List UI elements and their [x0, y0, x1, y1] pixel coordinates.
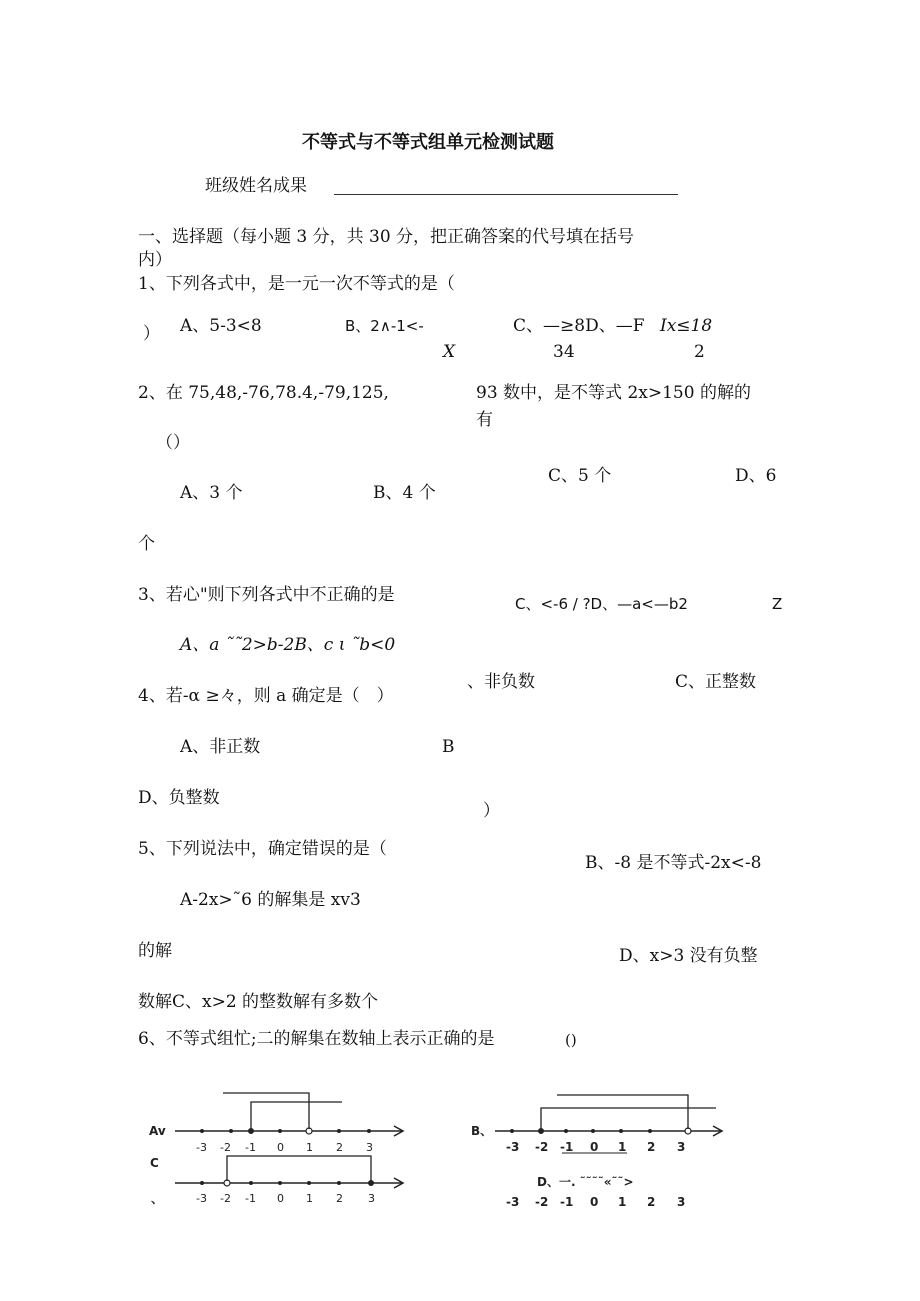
d-tick-neg3: -3	[506, 1195, 520, 1209]
q1-option-c-sub: 34	[553, 342, 575, 362]
q5-option-a: A-2x>˜6 的解集是 xv3	[180, 890, 361, 910]
c-tick-neg1: -1	[245, 1192, 256, 1205]
q5-stem: 5、下列说法中，确定错误的是（	[138, 839, 387, 859]
q1-paren: ）	[143, 324, 160, 344]
d-tick-neg1: -1	[560, 1195, 574, 1209]
q5-option-d: D、x>3 没有负整	[619, 946, 758, 966]
number-line-c	[140, 1148, 420, 1218]
q3-stem: 3、若心"则下列各式中不正确的是	[138, 585, 395, 605]
number-line-b-bracket-lower	[541, 1108, 716, 1129]
q1-option-b-sub: X	[443, 342, 456, 362]
q1-option-d-tail: Ix≤18	[660, 316, 713, 336]
q4-option-d: D、负整数	[138, 788, 220, 808]
c-tick-1: 1	[306, 1192, 313, 1205]
q5-option-b: B、-8 是不等式-2x<-8	[585, 853, 762, 873]
q3-z: Z	[772, 595, 783, 613]
a-tick-3: 3	[366, 1141, 373, 1154]
number-line-a-bracket-lower	[251, 1102, 342, 1129]
d-tick-1: 1	[618, 1195, 627, 1209]
q4-option-b-tail: 、非负数	[467, 672, 535, 692]
q2-option-d: D、6	[735, 466, 777, 486]
a-tick-neg2: -2	[220, 1141, 231, 1154]
q2-option-d-tail: 个	[138, 534, 155, 554]
d-tick-0: 0	[590, 1195, 599, 1209]
page-title: 不等式与不等式组单元检测试题	[302, 132, 554, 153]
q6-stem: 6、不等式组忙;二的解集在数轴上表示正确的是	[138, 1029, 495, 1049]
d-tick-neg2: -2	[535, 1195, 549, 1209]
a-tick-1: 1	[306, 1141, 313, 1154]
q1-stem: 1、下列各式中，是一元一次不等式的是（	[138, 274, 455, 294]
q4-option-a: A、非正数	[180, 737, 261, 757]
number-line-a-label: Av	[149, 1124, 166, 1138]
b-tick-neg3: -3	[506, 1140, 520, 1154]
b-tick-0: 0	[590, 1140, 599, 1154]
number-line-d-label: D、一. ˜˜˜˜«˜˜>	[537, 1175, 634, 1189]
q2-option-c: C、5 个	[548, 466, 612, 486]
number-line-b-label: B、	[471, 1124, 493, 1138]
c-tick-2: 2	[336, 1192, 343, 1205]
b-tick-2: 2	[647, 1140, 656, 1154]
number-line-c-label: C	[150, 1156, 159, 1170]
q6-paren: ()	[565, 1031, 577, 1049]
q1-option-b: B、2∧-1<-	[345, 317, 424, 335]
a-tick-2: 2	[336, 1141, 343, 1154]
d-tick-2: 2	[647, 1195, 656, 1209]
b-tick-1: 1	[618, 1140, 627, 1154]
number-line-c-label-mark: 、	[151, 1192, 164, 1206]
b-tick-neg2: -2	[535, 1140, 549, 1154]
c-tick-neg2: -2	[220, 1192, 231, 1205]
number-line-c-bracket	[227, 1156, 371, 1181]
class-name-score-label: 班级姓名成果	[205, 176, 307, 196]
q3-options-ab: A、a ˜˜2>b-2B、c ι ˜b<0	[180, 635, 396, 655]
q4-option-c: C、正整数	[675, 672, 757, 692]
q1-option-d-sub: 2	[694, 342, 705, 362]
c-tick-3: 3	[368, 1192, 375, 1205]
number-line-a-bracket-upper	[223, 1093, 309, 1129]
a-tick-neg3: -3	[196, 1141, 207, 1154]
q3-options-cd: C、<-6 / ?D、—a<—b2	[515, 595, 688, 613]
q2-stem-left: 2、在 75,48,-76,78.4,-79,125,	[138, 383, 389, 403]
a-tick-0: 0	[277, 1141, 284, 1154]
q1-option-a: A、5-3<8	[180, 316, 262, 336]
q5-option-c: 数解C、x>2 的整数解有多数个	[138, 992, 379, 1012]
b-tick-neg1: -1	[560, 1140, 574, 1154]
number-line-b	[465, 1085, 735, 1165]
q2-paren: （）	[156, 433, 190, 453]
q5-option-b-tail: 的解	[138, 941, 172, 961]
q1-option-cd: C、—≥8D、—F	[513, 316, 645, 336]
section-heading: 一、选择题（每小题 3 分，共 30 分，把正确答案的代号填在括号	[138, 227, 635, 247]
number-line-b-bracket-upper	[557, 1095, 688, 1129]
number-line-d	[465, 1162, 735, 1212]
c-tick-neg3: -3	[196, 1192, 207, 1205]
a-tick-neg1: -1	[245, 1141, 256, 1154]
q2-stem-right-cont: 有	[476, 410, 493, 430]
c-tick-0: 0	[277, 1192, 284, 1205]
q2-option-a: A、3 个	[180, 483, 243, 503]
section-heading-cont: 内）	[138, 250, 172, 270]
q4-stem: 4、若-α ≥々，则 a 确定是（ ）	[138, 686, 394, 706]
d-tick-3: 3	[677, 1195, 686, 1209]
b-tick-3: 3	[677, 1140, 686, 1154]
q4-paren: ）	[483, 801, 500, 821]
q4-option-b: B	[442, 737, 455, 757]
q2-stem-right: 93 数中，是不等式 2x>150 的解的	[476, 383, 751, 403]
q2-option-b: B、4 个	[373, 483, 436, 503]
name-underline	[334, 194, 678, 195]
